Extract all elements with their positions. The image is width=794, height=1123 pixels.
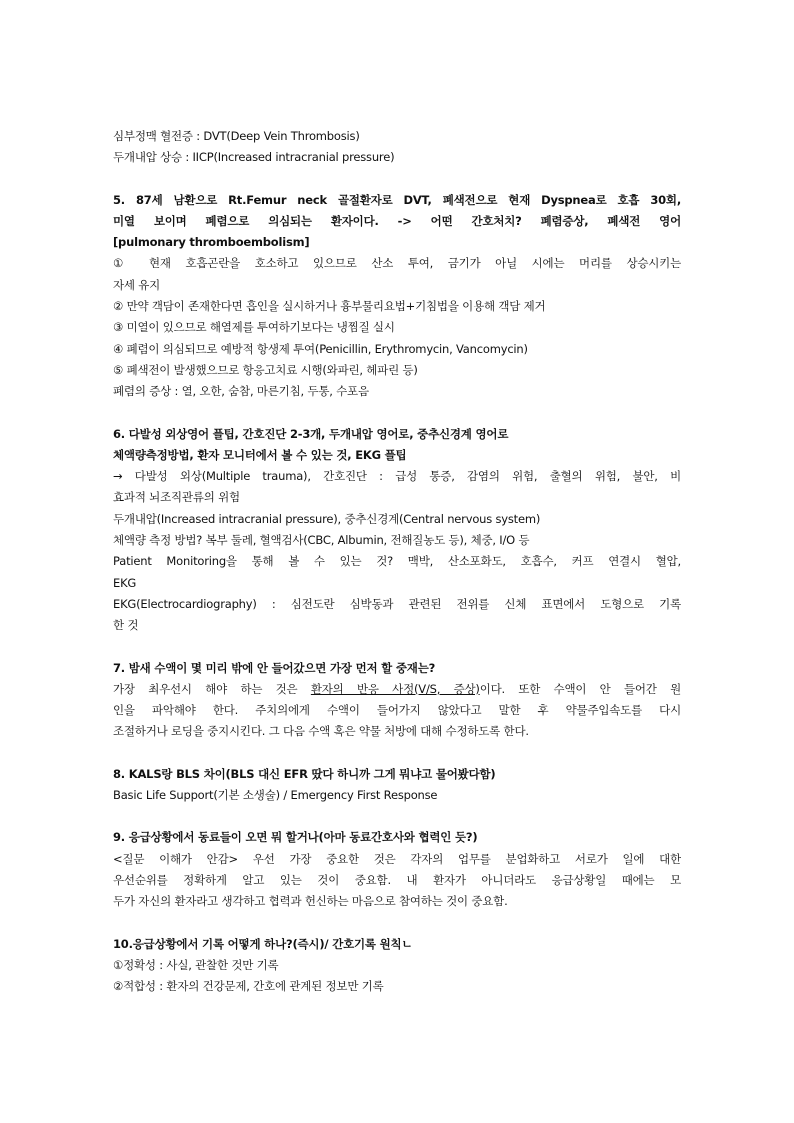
q8-heading: 8. KALS랑 BLS 차이(BLS 대신 EFR 땄다 하니까 그게 뭐냐고 물어봤다함) (113, 766, 496, 781)
q10-heading: 10.응급상황에서 기록 어떻게 하나?(즉시)/ 간호기록 원칙ㄴ (113, 936, 413, 951)
q9-answer-3: 두가 자신의 환자라고 생각하고 협력과 헌신하는 마음으로 참여하는 것이 중요함. (113, 894, 508, 909)
q6-heading-2: 체액량측정방법, 환자 모니터에서 볼 수 있는 것, EKG 플팁 (113, 447, 407, 462)
q6-answer-4: 체액량 측정 방법? 복부 둘레, 혈액검사(CBC, Albumin, 전해질농도 등), 체중, I/O 등 (113, 533, 530, 548)
q6-answer-5: Patient Monitoring을 통해 볼 수 있는 것? 맥박, 산소포화도, 호흡수, 커프 연결시 혈압, (113, 554, 681, 569)
q5-answer-7: 폐렴의 증상 : 열, 오한, 숨참, 마른기침, 두통, 수포음 (113, 384, 369, 399)
q10-answer-1: ①정확성 : 사실, 관찰한 것만 기록 (113, 957, 279, 972)
q7-answer-1-underlined: 환자의 반응 사정(V/S, 증상) (310, 681, 480, 696)
q5-answer-2: 자세 유지 (113, 277, 161, 292)
document-page (113, 126, 681, 997)
q5-answer-1: ① 현재 호흡곤란을 호소하고 있으므로 산소 투여, 금기가 아닐 시에는 머리를 상승시키는 (113, 256, 681, 271)
q6-heading-1: 6. 다발성 외상영어 플팁, 간호진단 2-3개, 두개내압 영어로, 중추신경계 영어로 (113, 426, 509, 441)
q5-answer-3: ② 만약 객담이 존재한다면 흡인을 실시하거나 흉부물리요법+기침법을 이용해 객담 제거 (113, 299, 546, 314)
q6-answer-1: → 다발성 외상(Multiple trauma), 간호진단 : 급성 통증, 감염의 위험, 출혈의 위험, 불안, 비 (113, 469, 681, 484)
q7-answer-1 (113, 679, 681, 700)
q5-answer-5: ④ 폐렴이 의심되므로 예방적 항생제 투여(Penicillin, Erythromycin, Vancomycin) (113, 341, 528, 356)
q6-answer-8: 한 것 (113, 618, 139, 633)
intro-line-2: 두개내압 상승 : IICP(Increased intracranial pressure) (113, 150, 395, 165)
q8-answer-1: Basic Life Support(기본 소생술) / Emergency First Response (113, 788, 438, 803)
q7-answer-2: 인을 파악해야 한다. 주치의에게 수액이 들어가지 않았다고 말한 후 약물주입속도를 다시 (113, 703, 681, 718)
q5-answer-6: ⑤ 폐색전이 발생했으므로 항응고치료 시행(와파린, 헤파린 등) (113, 362, 418, 377)
q5-heading-1: 5. 87세 남환으로 Rt.Femur neck 골절환자로 DVT, 폐색전으로 현재 Dyspnea로 호흡 30회, (113, 192, 681, 207)
q7-answer-3: 조절하거나 로딩을 중지시킨다. 그 다음 수액 혹은 약물 처방에 대해 수정하도록 한다. (113, 724, 529, 739)
q6-answer-3: 두개내압(Increased intracranial pressure), 중추신경계(Central nervous system) (113, 511, 541, 526)
q9-answer-1: <질문 이해가 안감> 우선 가장 중요한 것은 각자의 업무를 분업화하고 서로가 일에 대한 (113, 851, 681, 866)
q9-answer-2: 우선순위를 정확하게 알고 있는 것이 중요함. 내 환자가 아니더라도 응급상황일 때에는 모 (113, 872, 681, 887)
intro-line-1: 심부정맥 혈전증 : DVT(Deep Vein Thrombosis) (113, 129, 360, 143)
q7-heading: 7. 밤새 수액이 몇 미리 밖에 안 들어갔으면 가장 먼저 할 중재는? (113, 660, 436, 675)
q5-heading-3: [pulmonary thromboembolism] (113, 235, 310, 250)
q7-answer-1-pre: 가장 최우선시 해야 하는 것은 (113, 681, 311, 696)
q6-answer-7: EKG(Electrocardiography) : 심전도란 심박동과 관련된 전위를 신체 표면에서 도형으로 기록 (113, 596, 681, 611)
q5-heading-2: 미열 보이며 폐렴으로 의심되는 환자이다. -> 어떤 간호처치? 폐렴증상, 폐색전 영어 (113, 213, 681, 228)
q5-answer-4: ③ 미열이 있으므로 해열제를 투여하기보다는 냉찜질 실시 (113, 320, 395, 335)
q6-answer-2: 효과적 뇌조직관류의 위험 (113, 490, 240, 505)
q10-answer-2: ②적합성 : 환자의 건강문제, 간호에 관계된 정보만 기록 (113, 979, 384, 994)
q7-answer-1-post: 이다. 또한 수액이 안 들어간 원 (479, 681, 681, 696)
q9-heading: 9. 응급상황에서 동료들이 오면 뭐 할거나(아마 동료간호사와 협력인 듯?) (113, 830, 478, 845)
q6-answer-6: EKG (113, 575, 137, 590)
